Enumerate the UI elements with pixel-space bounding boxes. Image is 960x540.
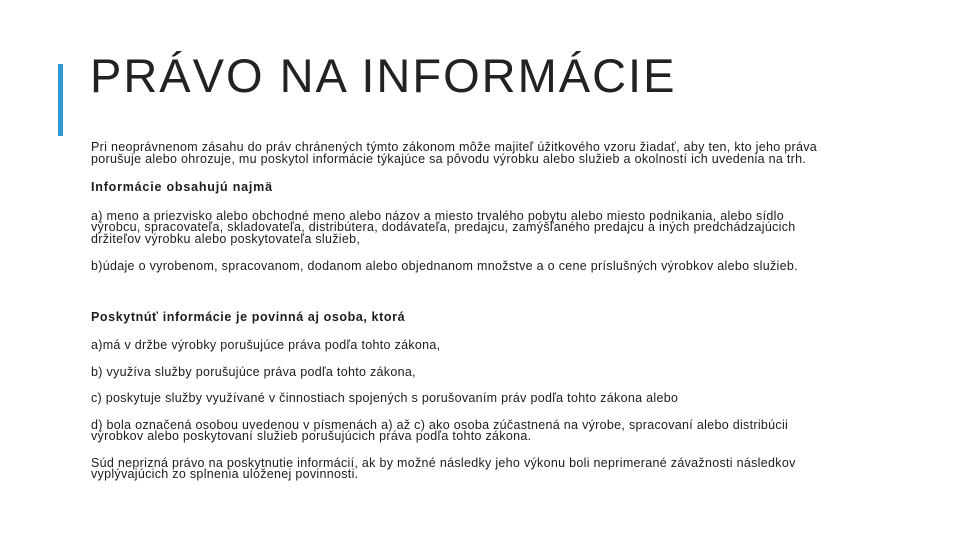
title-accent-bar [58, 64, 63, 136]
obliged-item-d: d) bola označená osobou uvedenou v písmenách a) až c) ako osoba zúčastnená na výrobe, spracovaní alebo distribúcii výrobkov alebo poskytovaní služieb porušujúcich práva podľa tohto zákona. [91, 417, 789, 443]
contents-item-b: b)údaje o vyrobenom, spracovanom, dodanom alebo objednanom množstve a o cene príslušných výrobkov alebo služieb. [91, 259, 798, 273]
obliged-item-b: b) využíva služby porušujúce práva podľa tohto zákona, [91, 364, 416, 379]
intro-paragraph: Pri neoprávnenom zásahu do práv chránených týmto zákonom môže majiteľ úžitkového vzoru žiadať, aby ten, kto jeho práva porušuje alebo ohrozuje, mu poskytol informácie týkajúce sa pôvodu výrobku alebo služieb a okolností ich uvedenia na trh. [91, 140, 818, 166]
obliged-item-c: c) poskytuje služby využívané v činnostiach spojených s porušovaním práv podľa tohto zákona alebo [91, 391, 679, 405]
slide-title: PRÁVO NA INFORMÁCIE [90, 49, 677, 102]
contents-item-a: a) meno a priezvisko alebo obchodné meno alebo názov a miesto trvalého pobytu alebo miesto podnikania, alebo sídlo výrobcu, spracovateľa, skladovateľa, distribútera, dodávateľa, predajcu, zamýšľaného predajcu a iných predchádzajúcich držiteľov výrobku alebo poskytovateľa služieb, [91, 208, 796, 246]
obliged-item-a: a)má v držbe výrobky porušujúce práva podľa tohto zákona, [91, 338, 441, 352]
obliged-heading: Poskytnúť informácie je povinná aj osoba, ktorá [91, 309, 406, 324]
court-note-paragraph: Súd neprizná právo na poskytnutie informácií, ak by možné následky jeho výkonu boli neprimerané závažnosti následkov vyplývajúcich zo splnenia uloženej povinnosti. [91, 455, 796, 481]
contents-heading: Informácie obsahujú najmä [91, 180, 273, 194]
slide-body [91, 142, 831, 481]
